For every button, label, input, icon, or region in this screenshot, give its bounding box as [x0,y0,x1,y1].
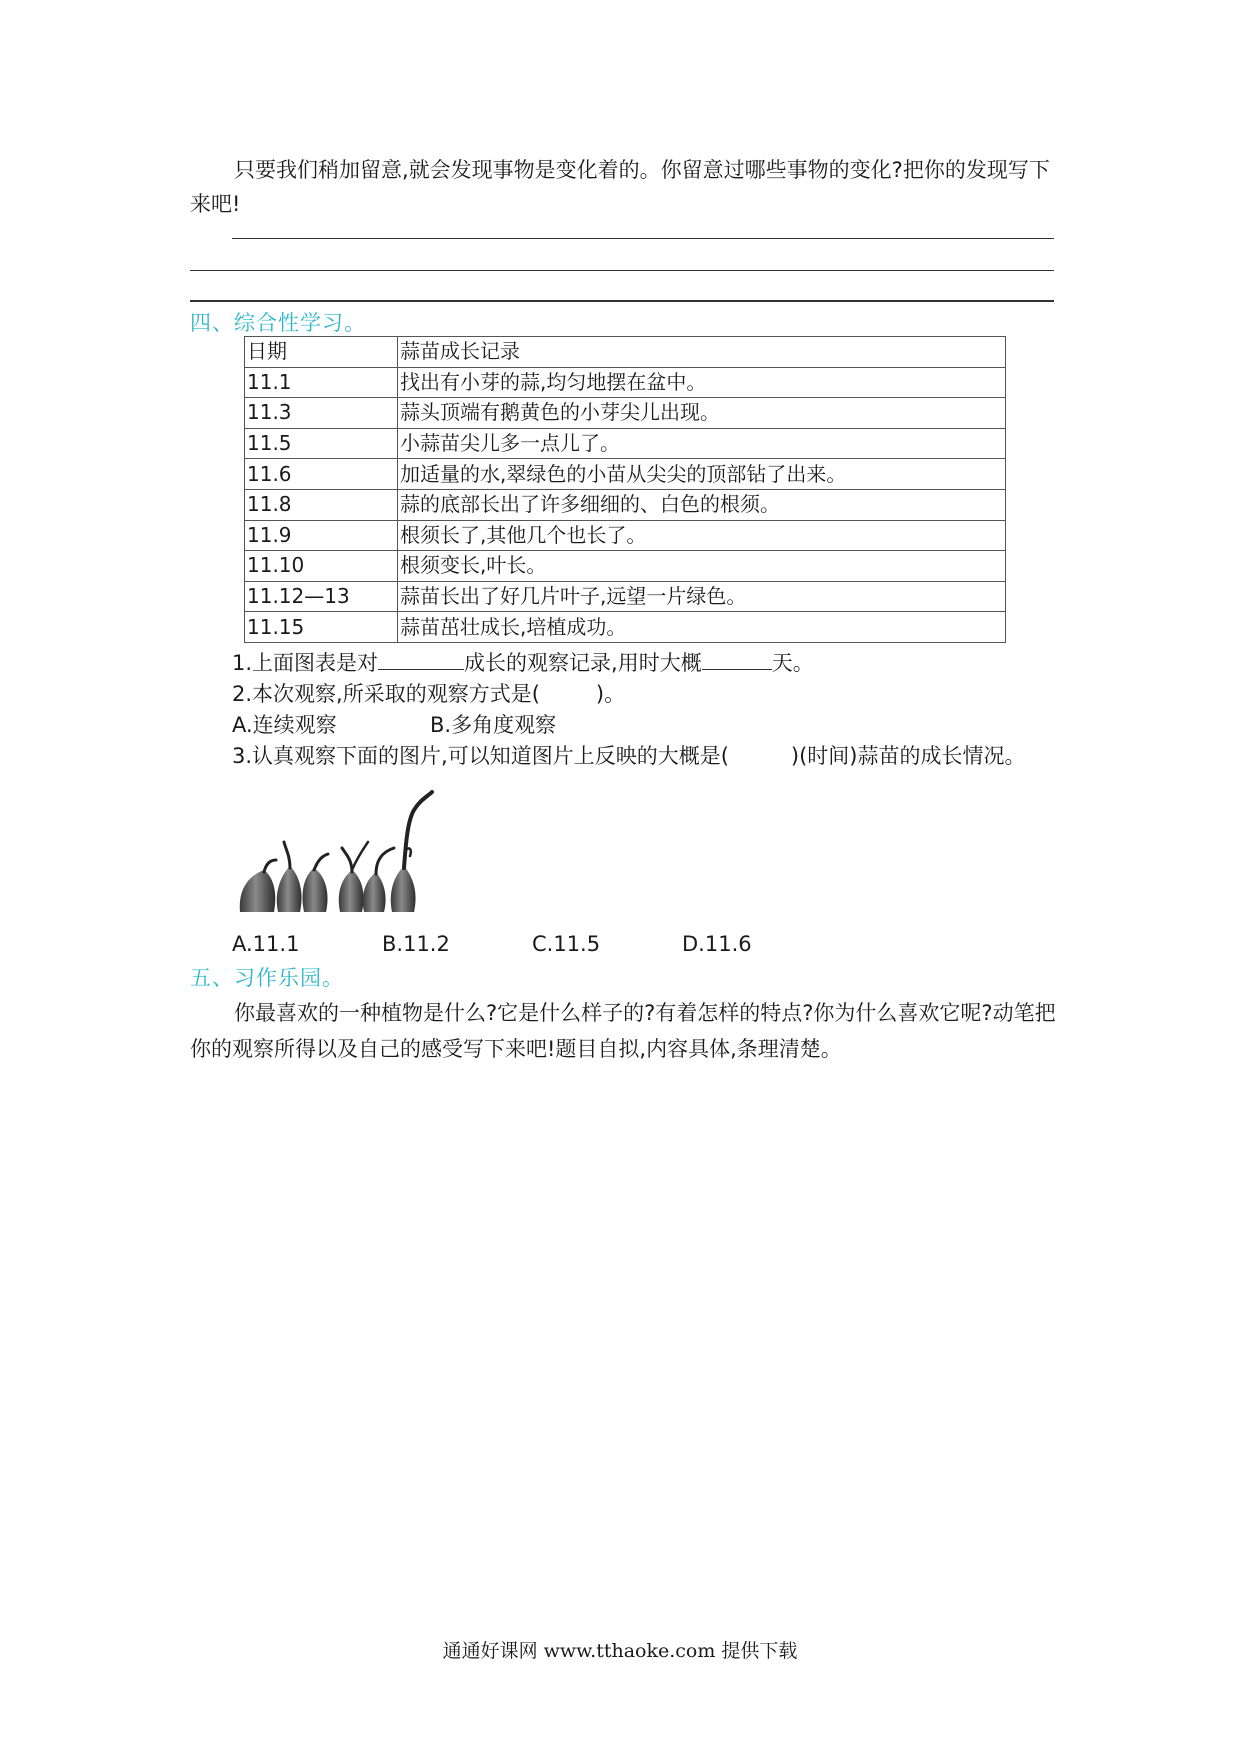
q3-text-b: )(时间)蒜苗的成长情况。 [790,744,1026,768]
table-row [245,581,1006,612]
q2-option-b[interactable]: B.多角度观察 [430,713,557,737]
q2-text-b: )。 [595,682,626,706]
row-date: 11.3 [245,398,398,429]
q2-text-a: 2.本次观察,所采取的观察方式是( [232,682,540,706]
question-3 [232,741,1025,771]
q1-blank-subject[interactable] [378,649,464,670]
table-row [245,367,1006,398]
table-row [245,489,1006,520]
row-record: 根须变长,叶长。 [398,551,1006,582]
question-1 [232,648,814,678]
header-date: 日期 [245,337,398,368]
garlic-growth-table [244,336,1006,643]
q1-text-c: 天。 [771,651,814,675]
table-row [245,551,1006,582]
q1-blank-days[interactable] [702,649,772,670]
question-3-options [232,929,752,959]
q3-option-d[interactable]: D.11.6 [682,932,752,956]
row-date: 11.5 [245,428,398,459]
row-record: 蒜苗长出了好几片叶子,远望一片绿色。 [398,581,1006,612]
row-record: 蒜的底部长出了许多细细的、白色的根须。 [398,489,1006,520]
row-date: 11.15 [245,612,398,643]
question-2-options [232,710,556,740]
row-record: 根须长了,其他几个也长了。 [398,520,1006,551]
question-2 [232,679,625,709]
table-row [245,520,1006,551]
table-row [245,398,1006,429]
table-row [245,459,1006,490]
section-5-heading: 五、习作乐园。 [190,966,344,990]
q1-text-a: 1.上面图表是对 [232,651,379,675]
q2-option-a[interactable]: A.连续观察 [232,713,337,737]
header-record: 蒜苗成长记录 [398,337,1006,368]
essay-prompt: 你最喜欢的一种植物是什么?它是什么样子的?有着怎样的特点?你为什么喜欢它呢?动笔把你的观察所得以及自己的感受写下来吧!题目自拟,内容具体,条理清楚。 [190,1001,1056,1061]
section-4-heading: 四、综合性学习。 [190,311,366,335]
answer-line-3[interactable] [190,300,1054,302]
q1-text-b: 成长的观察记录,用时大概 [464,651,702,675]
intro-paragraph: 只要我们稍加留意,就会发现事物是变化着的。你留意过哪些事物的变化?把你的发现写下来吧! [190,158,1050,216]
row-record: 蒜头顶端有鹅黄色的小芽尖儿出现。 [398,398,1006,429]
row-date: 11.8 [245,489,398,520]
q3-option-b[interactable]: B.11.2 [382,932,450,956]
row-record: 小蒜苗尖儿多一点儿了。 [398,428,1006,459]
table-header-row [245,337,1006,368]
row-date: 11.1 [245,367,398,398]
q3-option-a[interactable]: A.11.1 [232,932,300,956]
answer-line-2[interactable] [190,270,1054,271]
row-date: 11.6 [245,459,398,490]
footer-credit: 通通好课网 www.tthaoke.com 提供下载 [442,1640,798,1662]
table-row [245,428,1006,459]
answer-line-1[interactable] [232,238,1054,239]
q3-text-a: 3.认真观察下面的图片,可以知道图片上反映的大概是( [232,744,729,768]
table-row [245,612,1006,643]
row-date: 11.10 [245,551,398,582]
row-record: 找出有小芽的蒜,均匀地摆在盆中。 [398,367,1006,398]
row-date: 11.12—13 [245,581,398,612]
row-date: 11.9 [245,520,398,551]
q3-option-c[interactable]: C.11.5 [532,932,601,956]
garlic-sprout-photo [234,790,474,920]
row-record: 蒜苗茁壮成长,培植成功。 [398,612,1006,643]
row-record: 加适量的水,翠绿色的小苗从尖尖的顶部钻了出来。 [398,459,1006,490]
